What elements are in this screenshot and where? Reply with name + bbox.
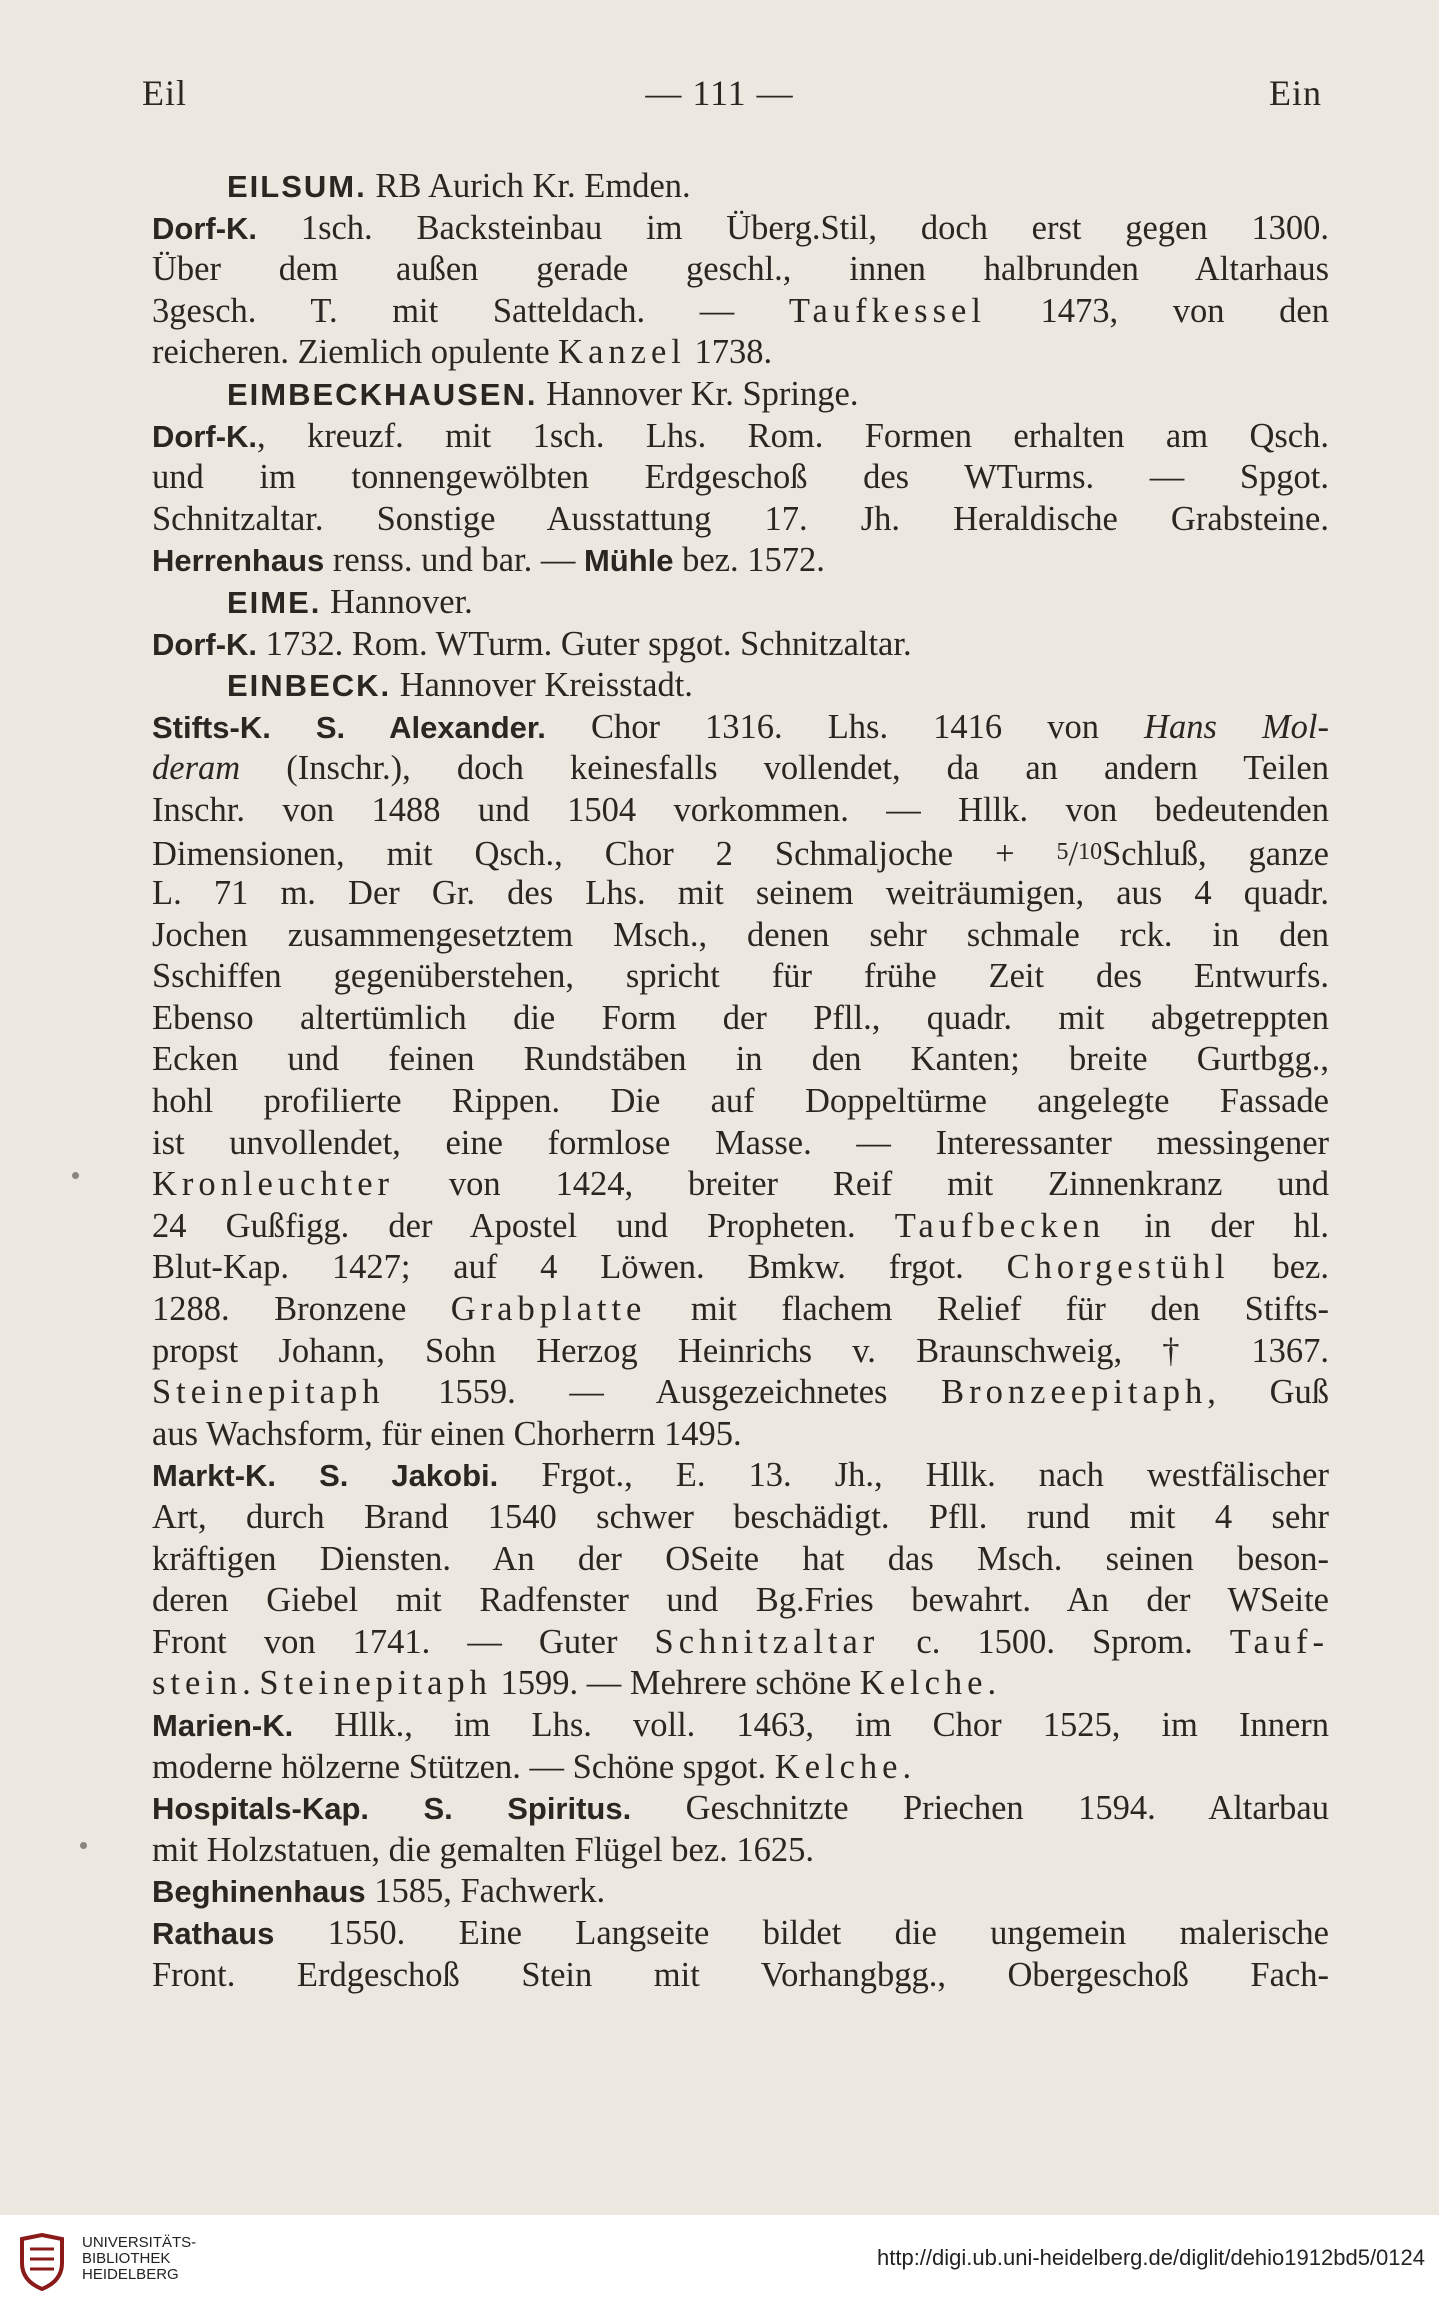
text-run: Tauf- xyxy=(1229,1622,1329,1661)
text-line xyxy=(152,1247,1329,1289)
text-run: und im tonnengewölbten Erdgeschoß des WTurms. — Spgot. xyxy=(152,458,1329,497)
text-line xyxy=(152,332,1329,374)
text-line xyxy=(152,1705,1329,1747)
building-name: Marien-K. xyxy=(152,1707,294,1743)
text-line xyxy=(152,748,1329,790)
text-line xyxy=(152,1580,1329,1622)
building-name: Dorf-K. xyxy=(152,210,258,246)
text-run: Schluß, ganze xyxy=(1102,834,1329,873)
text-run: 1288. Bronzene xyxy=(152,1290,451,1329)
text-run: Schnitzaltar. Sonstige Ausstattung 17. Jh. Heraldische Grabsteine. xyxy=(152,499,1329,538)
text-run: Kanzel xyxy=(558,333,686,372)
text-line xyxy=(152,1455,1329,1497)
text-line xyxy=(152,582,1329,624)
text-run: Taufbecken xyxy=(894,1206,1106,1245)
text-run: 1sch. Backsteinbau im Überg.Stil, doch erst gegen 1300. xyxy=(257,208,1329,247)
text-run: Hllk., im Lhs. voll. 1463, im Chor 1525, im Innern xyxy=(293,1705,1329,1744)
text-line xyxy=(152,832,1329,874)
text-run: Über dem außen gerade geschl., innen halbrunden Altarhaus xyxy=(152,250,1329,289)
text-line xyxy=(152,1871,1329,1913)
text-line xyxy=(152,624,1329,666)
text-run: ist unvollendet, eine formlose Masse. — Interessanter messingener xyxy=(152,1123,1329,1162)
text-run: 10 xyxy=(1078,838,1103,865)
text-run: 1738. xyxy=(685,333,773,372)
text-line xyxy=(152,540,1329,582)
text-run: aus Wachsform, für einen Chorherrn 1495. xyxy=(152,1414,742,1453)
text-run: 1732. Rom. WTurm. Guter spgot. Schnitzaltar. xyxy=(257,624,912,663)
text-line xyxy=(152,915,1329,957)
text-line xyxy=(152,1039,1329,1081)
text-line xyxy=(152,374,1329,416)
text-run: , Guß xyxy=(1207,1373,1329,1412)
text-run: Steinepitaph xyxy=(152,1373,385,1412)
text-run: reicheren. Ziemlich opulente xyxy=(152,333,559,372)
library-name-line: HEIDELBERG xyxy=(82,2266,179,2283)
building-name: Rathaus xyxy=(152,1915,275,1951)
text-line xyxy=(152,1206,1329,1248)
text-line xyxy=(152,707,1329,749)
text-run: Chor 1316. Lhs. 1416 von xyxy=(545,707,1145,746)
text-line xyxy=(152,208,1329,250)
building-name: Dorf-K. xyxy=(152,626,258,662)
text-line xyxy=(152,166,1329,208)
text-run: Kronleuchter xyxy=(152,1165,395,1204)
scan-speck xyxy=(80,1842,87,1849)
text-line xyxy=(152,998,1329,1040)
building-name: Herrenhaus xyxy=(152,543,325,579)
text-run: c. 1500. Sprom. xyxy=(879,1622,1230,1661)
text-run: 5 xyxy=(1056,838,1069,865)
text-line xyxy=(152,1414,1329,1456)
text-run: Hannover Kr. Springe. xyxy=(537,374,859,413)
text-line xyxy=(152,1331,1329,1373)
text-run: deram xyxy=(152,749,241,788)
text-line xyxy=(152,1913,1329,1955)
building-name: Beghinenhaus xyxy=(152,1874,366,1910)
text-run: (Inschr.), doch keinesfalls vollendet, da an andern Teilen xyxy=(240,749,1329,788)
text-run: Chorgestühl xyxy=(1006,1248,1230,1287)
text-run: 1585, Fachwerk. xyxy=(365,1872,606,1911)
text-line xyxy=(152,1622,1329,1664)
text-run: Ecken und feinen Rundstäben in den Kanten; breite Gurtbgg., xyxy=(152,1040,1329,1079)
text-run: kräftigen Diensten. An der OSeite hat das Msch. seinen beson- xyxy=(152,1539,1329,1578)
text-run: L. 71 m. Der Gr. des Lhs. mit seinem weiträumigen, aus 4 quadr. xyxy=(152,874,1329,913)
text-run: Jochen zusammengesetztem Msch., denen sehr schmale rck. in den xyxy=(152,915,1329,954)
library-name xyxy=(82,2235,196,2283)
text-line xyxy=(152,416,1329,458)
running-head-right: Ein xyxy=(1269,73,1322,113)
text-line xyxy=(152,790,1329,832)
text-run: Hannover. xyxy=(321,582,473,621)
library-name-line: BIBLIOTHEK xyxy=(82,2250,171,2267)
text-run: Frgot., E. 13. Jh., Hllk. nach westfälischer xyxy=(498,1456,1329,1495)
text-run: RB Aurich Kr. Emden. xyxy=(366,167,691,205)
place-heading: EILSUM. xyxy=(227,169,367,204)
place-heading: EINBECK. xyxy=(227,668,392,704)
text-line xyxy=(152,499,1329,541)
text-run: von 1424, breiter Reif mit Zinnenkranz und xyxy=(394,1165,1329,1204)
text-run: Grabplatte xyxy=(450,1290,647,1329)
text-run: Front von 1741. — Guter xyxy=(152,1622,655,1661)
text-line xyxy=(152,665,1329,707)
place-heading: EIMBECKHAUSEN. xyxy=(227,376,538,412)
text-run: . xyxy=(902,1747,912,1786)
text-run: 1599. — Mehrere schöne xyxy=(491,1664,860,1703)
text-line xyxy=(152,1289,1329,1331)
text-run: , kreuzf. mit 1sch. Lhs. Rom. Formen erhalten am Qsch. xyxy=(257,416,1329,455)
text-run: 1559. — Ausgezeichnetes xyxy=(384,1373,942,1412)
library-name-line: UNIVERSITÄTS- xyxy=(82,2234,197,2251)
entry-text-block xyxy=(152,166,1329,1996)
text-run: moderne hölzerne Stützen. — Schöne spgot. xyxy=(152,1747,775,1786)
text-line xyxy=(152,291,1329,333)
text-line xyxy=(152,1081,1329,1123)
text-run: Blut-Kap. 1427; auf 4 Löwen. Bmkw. frgot. xyxy=(152,1248,1007,1287)
building-name: Mühle xyxy=(583,543,674,579)
building-name: Dorf-K. xyxy=(152,418,258,454)
text-line xyxy=(152,1788,1329,1830)
text-run: / xyxy=(1068,834,1079,873)
text-run: Art, durch Brand 1540 schwer beschädigt. Pfll. rund mit 4 sehr xyxy=(152,1498,1329,1536)
text-run: Schnitzaltar xyxy=(654,1622,880,1661)
text-run: Bronzeepitaph xyxy=(941,1373,1208,1412)
scan-speck xyxy=(72,1172,79,1179)
text-run: Hans Mol- xyxy=(1144,707,1329,746)
text-line xyxy=(152,249,1329,291)
text-line xyxy=(152,873,1329,915)
text-run: Kelche xyxy=(859,1664,988,1703)
text-line xyxy=(152,1747,1329,1789)
text-run: renss. und bar. — xyxy=(324,541,584,580)
library-logo-icon xyxy=(18,2233,66,2291)
text-run: 3gesch. T. mit Satteldach. — xyxy=(152,291,789,330)
running-head-left: Eil xyxy=(142,73,187,113)
permalink-url[interactable]: http://digi.ub.uni-heidelberg.de/diglit/dehio1912bd5/0124 xyxy=(877,2245,1425,2270)
text-line xyxy=(152,457,1329,499)
text-line xyxy=(152,1123,1329,1165)
text-run: Taufkessel xyxy=(788,291,986,330)
text-run: bez. 1572. xyxy=(673,541,825,580)
text-run: Hannover Kreisstadt. xyxy=(391,666,693,705)
text-run: . xyxy=(987,1664,997,1703)
building-name: Hospitals-Kap. S. Spiritus. xyxy=(152,1791,632,1827)
text-run: 1550. Eine Langseite bildet die ungemein malerische xyxy=(274,1913,1329,1952)
text-run: hohl profilierte Rippen. Die auf Doppeltürme angelegte Fassade xyxy=(152,1082,1329,1121)
text-run: 24 Gußfigg. der Apostel und Propheten. xyxy=(152,1206,895,1245)
text-run: stein xyxy=(152,1664,243,1703)
text-line xyxy=(152,1164,1329,1206)
text-line xyxy=(152,1539,1329,1581)
text-run: mit flachem Relief für den Stifts- xyxy=(646,1290,1329,1329)
text-run: bez. xyxy=(1229,1248,1329,1287)
page-number: — 111 — xyxy=(645,73,794,113)
text-line xyxy=(152,1955,1329,1997)
text-run: 1473, von den xyxy=(985,291,1329,330)
text-run: Ebenso altertümlich die Form der Pfll., quadr. mit abgetreppten xyxy=(152,998,1329,1037)
viewer-footer xyxy=(0,2215,1439,2306)
text-line xyxy=(152,1497,1329,1539)
text-line xyxy=(152,956,1329,998)
building-name: Markt-K. S. Jakobi. xyxy=(152,1458,499,1494)
text-run: Kelche xyxy=(774,1747,903,1786)
text-run: Steinepitaph xyxy=(259,1664,492,1703)
text-run: Inschr. von 1488 und 1504 vorkommen. — Hllk. von bedeutenden xyxy=(152,790,1329,829)
text-run: in der hl. xyxy=(1105,1206,1329,1245)
text-run: Sschiffen gegenüberstehen, spricht für frühe Zeit des Entwurfs. xyxy=(152,957,1329,996)
building-name: Stifts-K. S. Alexander. xyxy=(152,709,546,745)
text-run: propst Johann, Sohn Herzog Heinrichs v. Braunschweig, † 1367. xyxy=(152,1331,1329,1370)
text-run: Front. Erdgeschoß Stein mit Vorhangbgg., Obergeschoß Fach- xyxy=(152,1955,1329,1994)
text-run: mit Holzstatuen, die gemalten Flügel bez. 1625. xyxy=(152,1830,815,1869)
text-line xyxy=(152,1830,1329,1872)
text-run: . xyxy=(242,1664,260,1703)
place-heading: EIME. xyxy=(227,584,322,620)
text-run: Geschnitzte Priechen 1594. Altarbau xyxy=(631,1789,1329,1828)
text-line xyxy=(152,1663,1329,1705)
text-run: Dimensionen, mit Qsch., Chor 2 Schmaljoche + xyxy=(152,834,1057,873)
text-run: deren Giebel mit Radfenster und Bg.Fries bewahrt. An der WSeite xyxy=(152,1581,1329,1620)
text-line xyxy=(152,1372,1329,1414)
